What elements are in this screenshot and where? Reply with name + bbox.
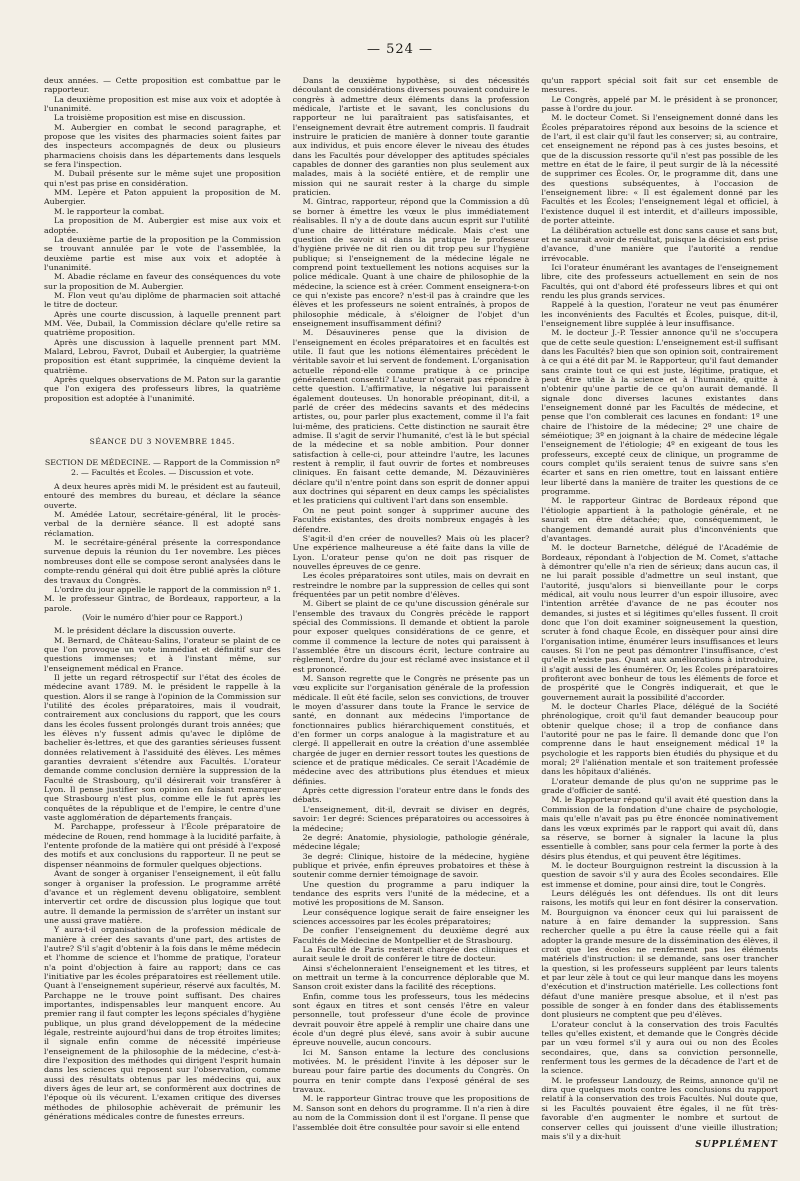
paragraph: Le Congrès, appelé par M. le président à se prononcer, passe à l'ordre du jour.	[541, 94, 778, 114]
paragraph: M. Amédée Latour, secrétaire-général, lit le procès-verbal de la dernière séance. Il est adopté sans réclamation.	[44, 510, 281, 538]
paragraph: Après une discussion à laquelle prennent part MM. Malard, Lebrou, Favrot, Dubail et Aubergier, la quatrième proposition est étant supprimée, la cinquème devient la quatrième.	[44, 337, 281, 375]
paragraph: S'agit-il d'en créer de nouvelles? Mais où les placer? Une expérience malheureuse a été faite dans la ville de Lyon. L'orateur pense qu'on ne doit pas risquer de nouvelles épreuves de ce genre.	[292, 533, 530, 571]
section-title: SECTION DE MÉDECINE. — Rapport de la Commission nº 2. — Facultés et Écoles. — Discussion et vote.	[44, 458, 280, 477]
paragraph: La deuxième partie de la proposition pe la Commission se trouvant annulée par le vote de l'assemblée, la deuxième partie est mise aux voix et adoptée à l'unanimité.	[44, 234, 281, 272]
paragraph: Une question du programme a paru indiquer la tendance des esprits vers l'unité de la médecine, et a motivé les propositions de M. Sanson.	[292, 879, 530, 908]
paragraph: De confier l'enseignement du deuxième degré aux Facultés de Médecine de Montpellier et de Strasbourg.	[292, 926, 530, 945]
paragraph: qu'un rapport spécial soit fait sur cet ensemble de mesures.	[541, 76, 778, 95]
page-number: — 524 —	[366, 42, 434, 57]
paragraph: L'orateur demande de plus qu'on ne supprime pas le grade d'officier de santé.	[541, 776, 778, 796]
paragraph: L'ordre du jour appelle le rapport de la commission nº 1. M. le professeur Gintrac, de Bordeaux, rapporteur, a la parole.	[44, 584, 281, 613]
paragraph: M. le rapporteur Gintrac trouve que les propositions de M. Sanson sont en dehors du programme. Il n'a rien à dire au nom de la Commission dont il est l'organe. Il pense que l'assemblée doit être consultée pour savoir si elle entend	[292, 1094, 530, 1132]
paragraph: M. le docteur Bourguignon restreint la discussion à la question de savoir s'il y aura des Écoles secondaires. Elle est immense et domine, pour ainsi dire, tout le Congrès.	[541, 860, 778, 889]
paragraph: M. le Rapporteur répond qu'il avait été question dans la Commission de la fondation d'une chaire de psychologie, mais qu'elle n'avait pas pu être énoncée nominativement dans les vœux exprimés par le rapport qui avait dû, dans sa réserve, se borner à signaler la lacune la plus essentielle à combler, sans pour cela fermer la porte à des désirs plus étendus, et qui peuvent être légitimes.	[541, 795, 778, 861]
session-heading: SÉANCE DU 3 NOVEMBRE 1845.	[89, 437, 235, 447]
paragraph: L'orateur conclut à la conservation des trois Facultés telles qu'elles existent, et demande que le Congrès décide par un vœu formel s'il y aura oui ou non des Écoles secondaires, que, dans sa conviction personnelle, renferment tous les germes de la décadence de l'art et de la science.	[541, 1019, 778, 1076]
paragraph: M. le docteur Barnetche, délégué de l'Académie de Bordeaux, répondant à l'objection de M. Comet, s'attache à démontrer qu'elle n'a rien de sérieux; dans aucun cas, il ne lui paraît possible d'admettre un seul instant, que l'autorité, jusqu'alors si bienveillante pour le corps médical, ait voulu nous leurrer d'un espoir illusoire, avec l'intention arrêtée d'avance de ne pas écouter nos demandes, si justes et si légitimes qu'elles fussent. Il croit donc que l'on doit examiner soigneusement la question, scruter à fond chaque École, en dissèquer pour ainsi dire l'organisation intime, énumérer leurs insuffisances et leurs causes. Si l'on ne peut pas démontrer l'insuffisance, c'est qu'elle n'existe pas. Quant aux améliorations à introduire, il s'agit aussi de les énumérer. Or, les Écoles préparatoires profiteront avec bonheur de tous les éléments de force et de prospérité que le Congrès indiquerait, et que le gouvernement aurait la possibilité d'accorder.	[541, 543, 778, 702]
paragraph: La délibération actuelle est donc sans cause et sans but, et ne saurait avoir de résultat, puisque la décision est prise d'avance, d'une manière que l'autorité a rendue irrévocable.	[541, 225, 778, 263]
paragraph: On ne peut point songer à supprimer aucune des Facultés existantes, des droits nombreux engagés à les défendre.	[292, 505, 530, 534]
paragraph: Rappelé à la question, l'orateur ne veut pas énumérer les inconvénients des Facultés et Écoles, puisque, dit-il, l'enseignement libre supplée à leur insuffisance.	[541, 300, 778, 328]
paragraph: 2e degré: Anatomie, physiologie, pathologie générale, médecine légale;	[292, 832, 530, 852]
paragraph: M. Gintrac, rapporteur, répond que la Commission a dû se borner à émettre les vœux le plus immédiatement réalisables. Il n'y a de doute dans aucun esprit sur l'utilité d'une chaire de littérature médicale. Mais c'est une question de savoir si dans la pratique le professeur d'hygiène privée ne dit rien ou dit trop peu sur l'hygiène publique; si l'enseignement de la médecine légale ne comprend point textuellement les notions acquises sur la police médicale. Quant à une chaire de philosophie de la médecine, la science est à créer. Comment enseignera-t-on ce qui n'existe pas encore? n'est-il pas à craindre que les élèves et les professeurs ne soient entraînés, à propos de philosophie médicale, à s'éloigner de l'objet d'un enseignement insuffisamment défini?	[292, 197, 530, 328]
paragraph: M. Flon veut qu'au diplôme de pharmacien soit attaché le titre de docteur.	[44, 290, 281, 310]
paragraph: L'enseignement, dit-il, devrait se diviser en degrés, savoir: 1er degré: Sciences préparatoires ou accessoires à la médecine;	[292, 804, 530, 833]
reference-note: (Voir le numéro d'hier pour ce Rapport.)	[82, 612, 243, 622]
paragraph: M. le professeur Landouzy, de Reims, annonce qu'il ne dira que quelques mots contre les conclusions du rapport relatif à la conservation des trois Facultés. Nul doute que, si les Facultés pouvaient être égales, il ne fût très-favorable d'en augmenter le nombre et surtout de conserver celles qui jouissent d'une vieille illustration; mais s'il y a dix-huit	[541, 1075, 778, 1141]
paragraph: La deuxième proposition est mise aux voix et adoptée à l'unanimité.	[44, 94, 281, 114]
paragraph: M. Parchappe, professeur à l'École préparatoire de médecine de Rouen, rend hommage à la lucidité parfaite, à l'entente profonde de la matière qui ont présidé à l'exposé des motifs et aux conclusions du rapporteur. Il ne peut se dispenser néanmoins de formuler quelques objections.	[44, 822, 281, 869]
paragraph: Ainsi s'échelonneraient l'enseignement et les titres, et on mettrait un terme à la concurrence déplorable que M. Sanson croit exister dans la facilité des réceptions.	[292, 963, 530, 992]
paragraph: M. le docteur Comet. Si l'enseignement donné dans les Écoles préparatoires répond aux besoins de la science et de l'art, il est clair qu'il faut les conserver; si, au contraire, cet enseignement ne répond pas à ces justes besoins, et que de la discussion ressorte qu'il n'est pas possible de les mettre en état de le faire, il peut surgir de là la nécessité de supprimer ces Écoles. Or, le programme dit, dans une des questions subséquentes, à l'occasion de l'enseignement libre: « Il est également donné par les Facultés et les Écoles; l'enseignement légal et officiel, à l'existence duquel il est interdit, et d'ailleurs impossible, de porter atteinte.	[541, 113, 778, 226]
paragraph: Dans la deuxième hypothèse, si des nécessités découlant de considérations diverses pouvaient conduire le congrès à admettre deux éléments dans la profession médicale, l'artiste et le savant, les conclusions du rapporteur ne lui paraîtraient pas satisfaisantes, et l'enseignement devrait être autrement compris. Il faudrait instruire le praticien de manière à donner toute garantie aux individus, et puis encore élever le niveau des études dans les Facultés pour développer des aptitudes spéciales capables de donner des garanties non plus seulement aux malades, mais à la société entière, et de remplir une mission qui ne saurait rester à la charge du simple praticien.	[292, 76, 530, 198]
paragraph: La proposition de M. Aubergier est mise aux voix et adoptée.	[44, 216, 281, 235]
paragraph: Après cette digression l'orateur entre dans le fonds des débats.	[292, 786, 530, 805]
paragraph: Leur conséquence logique serait de faire enseigner les sciences accessoires par les écoles préparatoires;	[292, 907, 530, 926]
paragraph: Enfin, comme tous les professeurs, tous les médecins sont égaux en titres et sont censés l'être en valeur personnelle, tout professeur d'une école de province devrait pouvoir être appelé à remplir une chaire dans une école d'un degré plus élevé, sans avoir à subir aucune épreuve nouvelle, aucun concours.	[292, 991, 530, 1048]
paragraph: M. Aubergier en combat le second paragraphe, et propose que les visites des pharmacies soient faites par des inspecteurs accompagnés de deux ou plusieurs pharmaciens choisis dans les départements dans lesquels se fera l'inspection.	[44, 122, 281, 170]
paragraph: La troisième proposition est mise en discussion.	[54, 113, 246, 123]
paragraph: A deux heures après midi M. le président est au fauteuil, entouré des membres du bureau, et déclare la séance ouverte.	[44, 482, 281, 510]
paragraph: Après une courte discussion, à laquelle prennent part MM. Vée, Dubail, la Commission déclare qu'elle retire sa quatrième proposition.	[44, 309, 281, 338]
paragraph: M. le rapporteur la combat.	[54, 206, 165, 216]
paragraph: M. Sanson regrette que le Congrès ne présente pas un vœu explicite sur l'organisation générale de la profession médicale. Il eût été facile, selon ses convictions, de trouver le moyen d'assurer dans toute la France le service de santé, en donnant aux médecins l'importance de fonctionnaires publics hiérarchiquement constitués, et d'en former un corps analogue à la magistrature et au clergé. Il appellerait en outre la création d'une assemblée chargée de juger en dernier ressort toutes les questions de science et de pratique médicales. Ce serait l'Académie de médecine avec des attributions plus étendues et mieux définies.	[292, 674, 530, 786]
paragraph: M. le président déclare la discussion ouverte.	[54, 626, 236, 636]
paragraph: Ici l'orateur énumérant les avantages de l'enseignement libre, cite des professeurs actuellement en sein de nos Facultés, qui ont d'abord été professeurs libres et qui ont rendu les plus grands services.	[541, 262, 778, 300]
paragraph: M. Dubail présente sur le même sujet une proposition qui n'est pas prise en considération.	[44, 169, 281, 188]
paragraph: M. Bernard, de Château-Salins, l'orateur se plaint de ce que l'on provoque un vote immédiat et définitif sur des questions immenses; et à l'instant même, sur l'enseignement médical en France.	[44, 635, 281, 673]
paragraph: 3e degré: Clinique, histoire de la médecine, hygiène publique et privée, enfin épreuves probatoires et thèse à soutenir comme dernier témoignage de savoir.	[292, 851, 530, 880]
column-3	[541, 76, 778, 1168]
paragraph: Il jette un regard rétrospectif sur l'état des écoles de médecine avant 1789. M. le président le rappelle à la question. Alors il se range à l'opinion de la Commission sur l'utilité des écoles préparatoires, mais il voudrait, contrairement aux conclusions du rapport, que les cours dans les écoles fussent prolongés durant trois années; que les élèves n'y fussent admis qu'avec le diplôme de bachelier ès-lettres, et que des garanties sérieuses fussent données relativement à l'assiduité des élèves. Les mêmes garanties devraient s'étendre aux Facultés. L'orateur demande comme conclusion dernière la suppression de la Faculté de Strasbourg, qu'il désirerait voir transférer à Lyon. Il pense justifier son opinion en faisant remarquer que Strasbourg n'est plus, comme elle le fut après les conquêtes de la république et de l'empire, le centre d'une vaste agglomération de départements français.	[44, 672, 281, 823]
paragraph: M. le rapporteur Gintrac de Bordeaux répond que l'étiologie appartient à la pathologie générale, et ne saurait en être détachée; que, conséquemment, le changement demandé aurait plus d'inconvénients que d'avantages.	[541, 496, 778, 543]
paragraph: Ici M. Sanson entame la lecture des conclusions motivées. M. le président l'invite à les déposer sur le bureau pour faire partie des documents du Congrès. On pourra en tenir compte dans l'exposé général de ses travaux.	[292, 1047, 530, 1095]
paragraph: La Faculté de Paris resterait chargée des cliniques et aurait seule le droit de conférer le titre de docteur.	[292, 944, 530, 964]
paragraph: Y aura-t-il organisation de la profession médicale de manière à créer des savants d'une part, des artistes de l'autre? S'il s'agit d'obtenir à la fois dans le même médecin et l'homme de science et l'homme de pratique, l'orateur n'a point d'objection à faire au rapport; dans ce cas l'initiative par les écoles préparatoires est réellement utile. Quant à l'enseignement supérieur, réservé aux facultés, M. Parchappe ne le trouve point suffisant. Des chaires importantes, indispensables leur manquent encore. Au premier rang il faut compter les leçons spéciales d'hygiène publique, un plus grand développement de la médecine légale, restreinte aujourd'hui dans de trop étroites limites; il signale enfin comme de nécessité impérieuse l'enseignement de la philosophie de la médecine, c'est-à-dire l'exposition des méthodes qui dirigent l'esprit humain dans les sciences qui reposent sur l'observation, comme aussi des résultats obtenus par les médecins qui, aux divers âges de leur art, se conformèrent aux doctrines de l'époque où ils vécurent. L'examen critique des diverses méthodes de philosophie achèverait de prémunir les générations médicales contre de funestes erreurs.	[44, 925, 281, 1122]
paragraph: MM. Lepère et Paton appuient la proposition de M. Aubergier.	[44, 188, 281, 207]
paragraph: Avant de songer à organiser l'enseignement, il eût fallu songer à organiser la profession. Le programme arrêté d'avance et un règlement devenu obligatoire, semblent intervertir cet ordre de discussion plus logique que tout autre. Il demande la permission de s'arrêter un instant sur une aussi grave matière.	[44, 869, 281, 925]
paragraph: M. Désauvineres pense que la division de l'enseignement en écoles préparatoires et en facultés est utile. Il faut que les notions élémentaires précèdent le véritable savoir et lui servent de fondement. L'organisation actuelle répond-elle comme pratique à ce principe généralement consenti? L'auteur n'oserait pas répondre à cette question. L'affirmative, la négative lui paraissent également douteuses. Un honorable préopinant, dit-il, a parlé de créer des médecins savants et des médecins artistes, ou, pour parler plus exactement, comme il l'a fait lui-même, des praticiens. Cette distinction ne saurait être admise. Il s'agit de servir l'humanité, c'est là le but spécial de la médecine et sa noble ambition. Pour donner satisfaction à celle-ci, pour atteindre l'autre, les lacunes restent à remplir, il faut ouvrir de fortes et nombreuses cliniques. En faisant cette demande, M. Dézauvinières déclare qu'il n'entre point dans son esprit de donner appui aux doctrines qui séparent en deux camps les spécialistes et les praticiens qui cultivent l'art dans son ensemble.	[292, 328, 530, 506]
column-2	[293, 76, 530, 1168]
paragraph: M. le docteur J.-P. Tessier annonce qu'il ne s'occupera que de cette seule question: L'enseignement est-il suffisant dans les Facultés? bien que son opinion soit, contrairement à ce qui a été dit par M. le Rapporteur, qu'il faut demander sans crainte tout ce qui est juste, légitime, pratique, et peut être utile à la science et à l'humanité, quitte à n'obtenir qu'une partie de ce qu'on aurait demandé. Il signale donc diverses lacunes existantes dans l'enseignement donné par les Facultés de médecine, et pense que l'on comblerait ces lacunes en fondant: 1º une chaire de l'histoire de la médecine; 2º une chaire de séméiotique; 3º en joignant à la chaire de médecine légale l'enseignement de l'étiologie; 4º en exigeant de tous les professeurs, excepté ceux de clinique, un programme de cours complet qu'ils seraient tenus de suivre sans s'en écarter et sans en rien omettre, tout en laissant entière leur liberté dans la manière de traiter les questions de ce programme.	[541, 328, 778, 497]
paragraph: Après quelques observations de M. Paton sur la garantie que l'on exigera des professeurs libres, la quatrième proposition est adoptée à l'unanimité.	[44, 375, 281, 403]
paragraph: Leurs délégués les ont défendues. Ils ont dit leurs raisons, les motifs qui leur en font désirer la conservation. M. Bourguignon va énoncer ceux qui lui paraissent de nature à en faire demander la suppression. Sans rechercher quelle a pu être la cause réelle qui a fait adopter la grande mesure de la dissémination des élèves, il croit que les écoles ne renferment pas les éléments matériels d'instruction: il se demande, sans oser trancher la question, si les professeurs suppléent par leurs talents et par leur zèle à tout ce qui leur manque dans les moyens d'exécution et d'instruction matérielle. Les collections font défaut d'une manière presque absolue, et il n'est pas possible de songer à en fonder dans des établissements dont plusieurs ne comptent que peu d'élèves.	[541, 888, 778, 1020]
column-1	[44, 76, 281, 1168]
catchword: SUPPLÉMENT	[695, 1140, 778, 1151]
paragraph: Les écoles préparatoires sont utiles, mais on devrait en restreindre le nombre par la suppression de celles qui sont fréquentées par un petit nombre d'élèves.	[292, 571, 530, 599]
paragraph: M. Gibert se plaint de ce qu'une discussion générale sur l'ensemble des travaux du Congrès précède le rapport spécial des Commissions. Il demande et obtient la parole pour exposer quelques considérations de ce genre, et comme il commence la lecture de notes qui paraissent à l'assemblée être un discours écrit, lecture contraire au règlement, l'ordre du jour est réclamé avec insistance et il est prononcé.	[292, 599, 530, 674]
paragraph: M. le docteur Charles Place, délégué de la Société phrénologique, croit qu'il faut demander beaucoup pour obtenir quelque chose; il a trop de confiance dans l'autorité pour ne pas le faire. Il demande donc que l'on comprenne dans le haut enseignement médical 1º la psychologie et les rapports bien étudiés du physique et du moral; 2º l'aliénation mentale et son traitement professée dans les hôpitaux d'aliénés.	[541, 702, 778, 777]
paragraph: M. Abadie réclame en faveur des conséquences du vote sur la proposition de M. Aubergier.	[44, 272, 281, 291]
paragraph: deux années. — Cette proposition est combattue par le rapporteur.	[44, 76, 281, 95]
text-columns	[44, 76, 778, 1168]
paragraph: M. le secrétaire-général présente la correspondance survenue depuis la réunion du 1er novembre. Les pièces nombreuses dont elle se compose seront analysées dans le compte-rendu général qui doit être publié après la clôture des travaux du Congrès.	[44, 538, 281, 585]
